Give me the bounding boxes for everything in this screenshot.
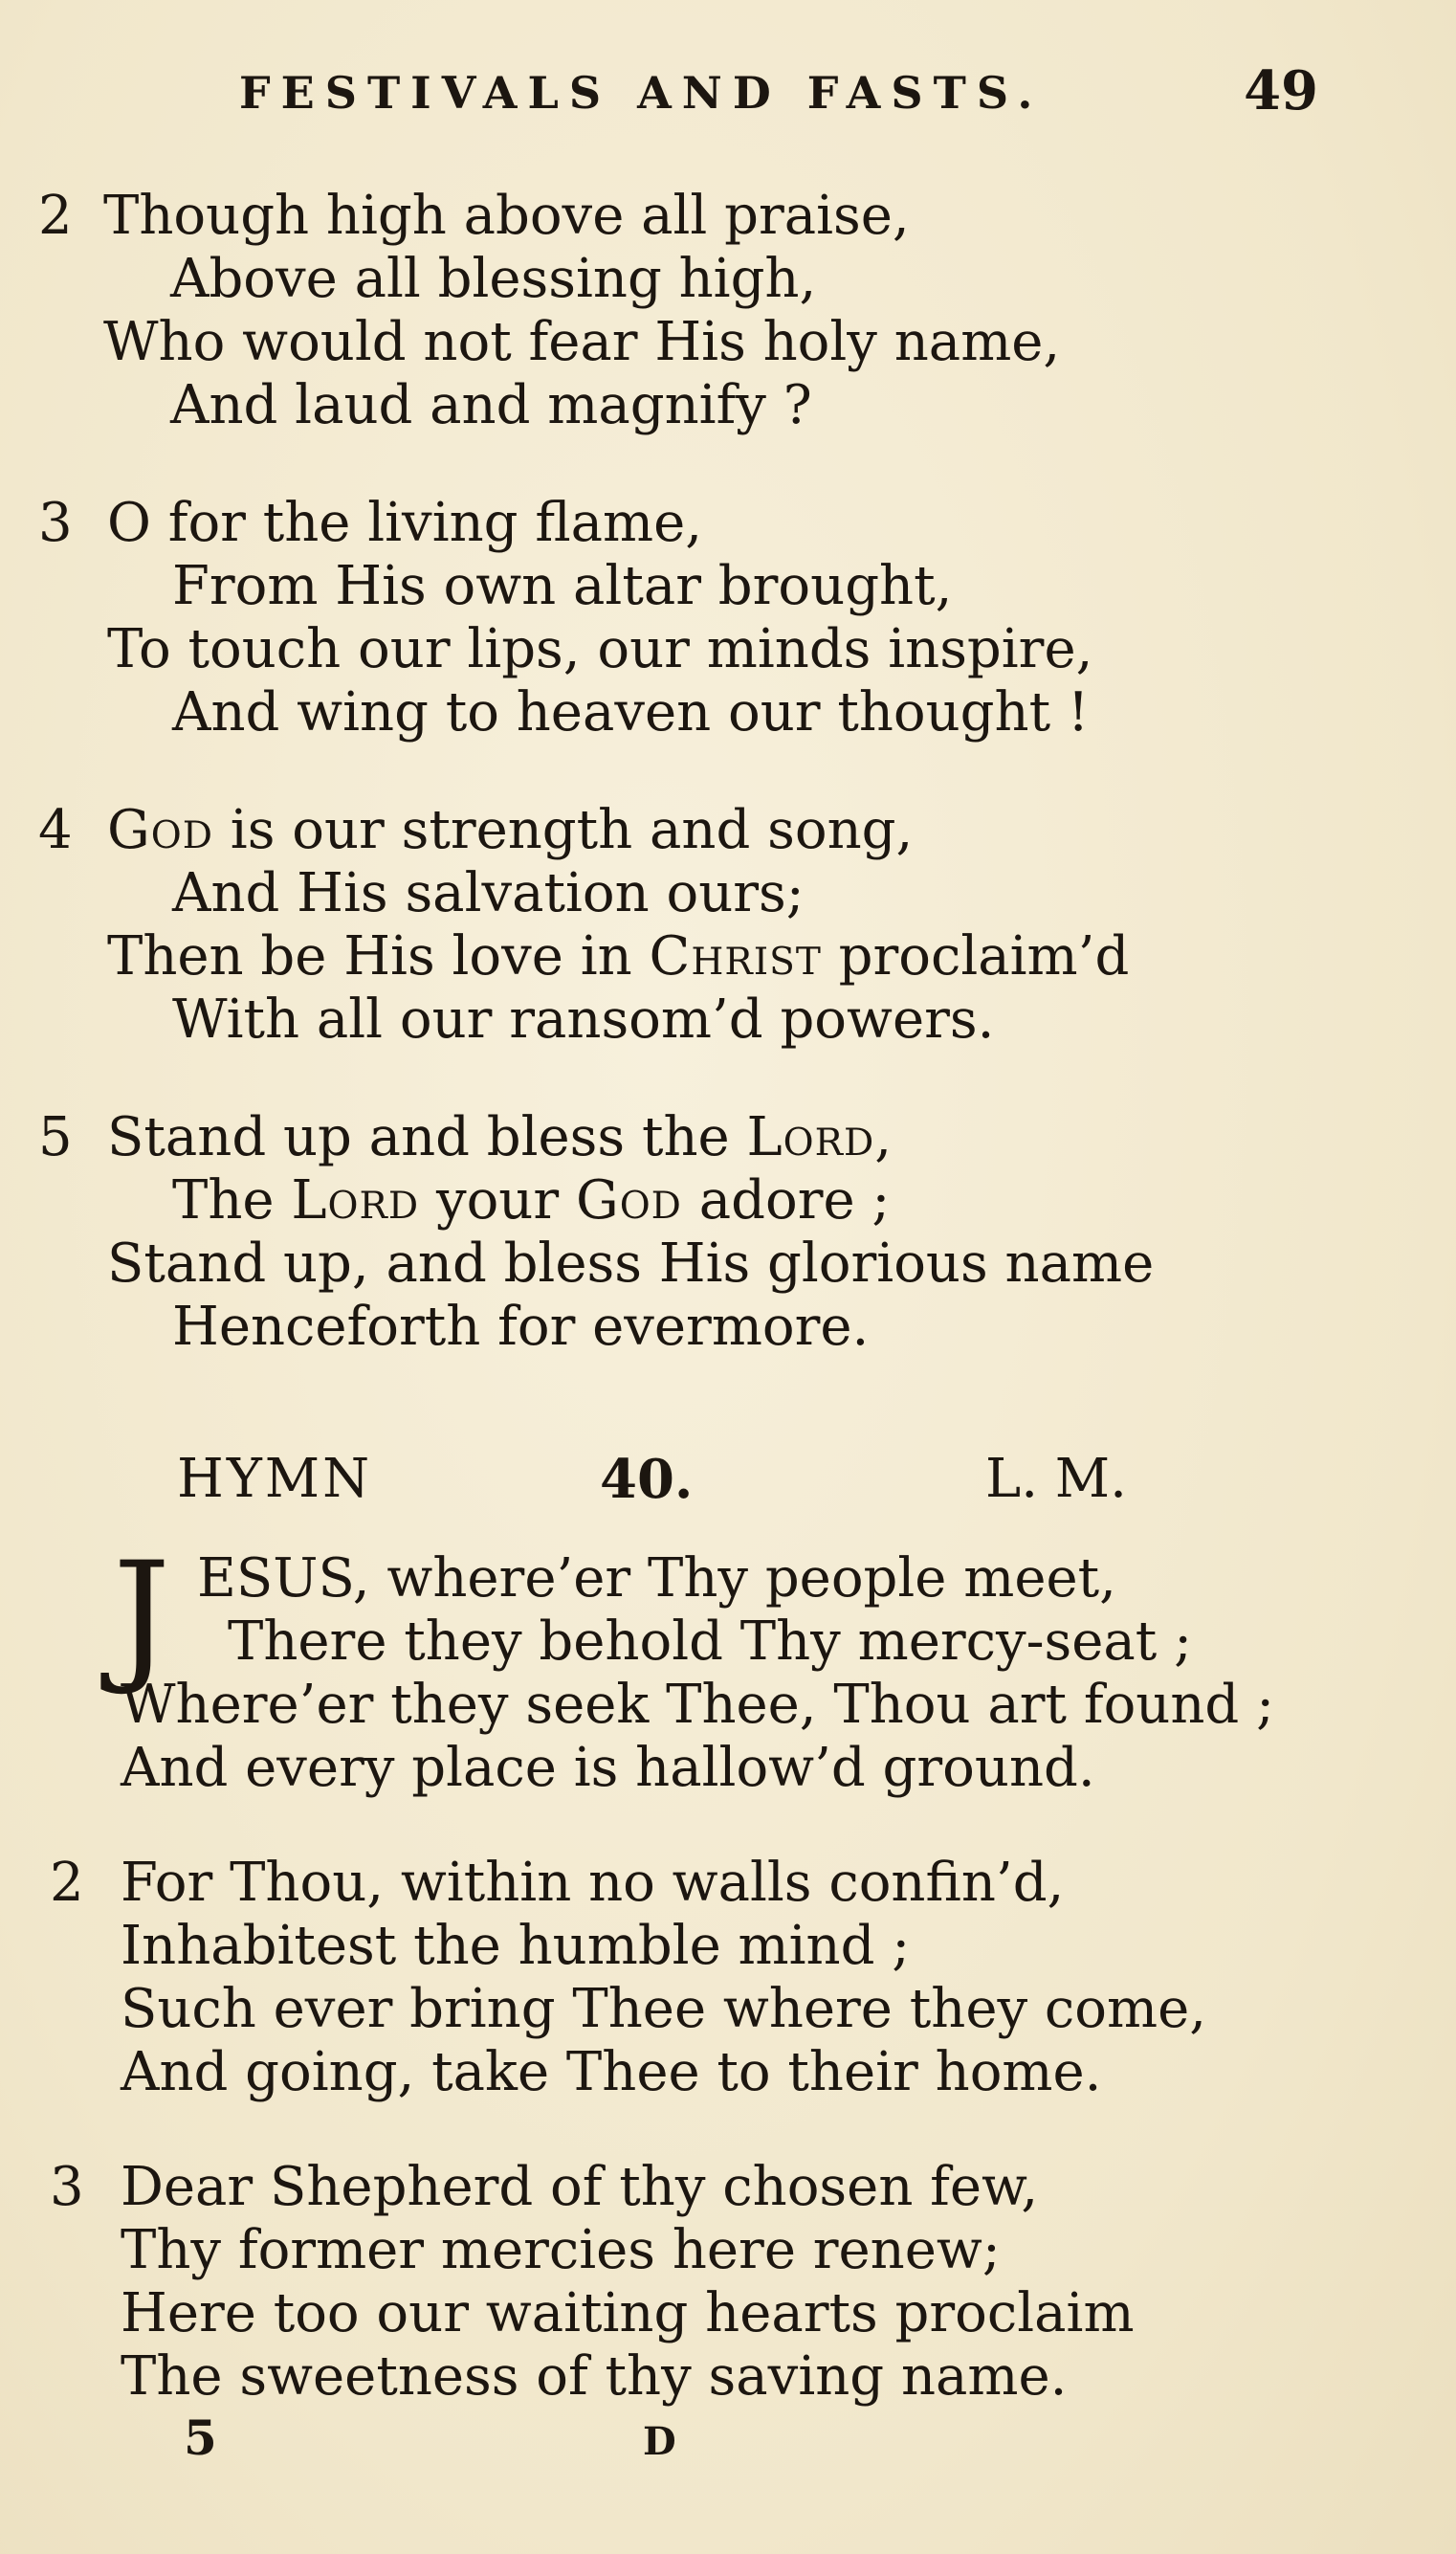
verse-line: Inhabitest the humble mind ; [121,1915,911,1977]
hymn-label: HYMN [177,1448,373,1510]
stanza-number: 4 [38,799,73,861]
hymn-meter: L. M. [985,1448,1127,1510]
stanza-number: 2 [50,1852,84,1914]
sheet-number: 5 [184,2410,217,2466]
verse-line: ESUS, where’er Thy people meet, [197,1547,1116,1610]
verse-line: Stand up, and bless His glorious name [107,1233,1155,1295]
verse-line: And wing to heaven our thought ! [172,681,1090,744]
verse-line: And going, take Thee to their home. [121,2041,1102,2103]
verse-line: Then be His love in Christ proclaim’d [107,925,1130,988]
verse-line: And His salvation ours; [172,862,805,924]
verse-line: And every place is hallow’d ground. [121,1737,1095,1799]
stanza-number: 3 [38,492,73,554]
deity-name: God [575,1169,682,1232]
stanza-number: 5 [38,1106,73,1168]
deity-name: Lord [291,1169,420,1232]
verse-line: Such ever bring Thee where they come, [121,1978,1207,2040]
hymn-number: 40. [600,1448,694,1511]
running-head: FESTIVALS AND FASTS. [239,67,1044,119]
verse-line: Who would not fear His holy name, [103,311,1061,373]
verse-line: From His own altar brought, [172,555,953,617]
deity-name: Lord [746,1106,875,1168]
verse-line: Dear Shepherd of thy chosen few, [121,2156,1039,2218]
verse-line: The Lord your God adore ; [172,1169,891,1232]
verse-line: For Thou, within no walls confin’d, [121,1852,1065,1914]
verse-line: Thy former mercies here renew; [121,2219,1001,2281]
verse-line: Though high above all praise, [103,185,910,247]
deity-name: God [107,799,213,861]
deity-name: Christ [649,925,822,988]
page-number: 49 [1244,59,1318,122]
verse-line: Where’er they seek Thee, Thou art found ; [121,1674,1274,1736]
verse-line: Stand up and bless the Lord, [107,1106,893,1168]
stanza-number: 2 [38,185,73,247]
verse-line: The sweetness of thy saving name. [121,2345,1068,2408]
verse-line: With all our ransom’d powers. [172,988,995,1051]
verse-line: Above all blessing high, [170,248,817,310]
verse-line: O for the living flame, [107,492,703,554]
stanza-number: 3 [50,2156,84,2218]
hymn-heading [177,1448,1162,1511]
verse-line: Henceforth for evermore. [172,1296,870,1358]
verse-line: To touch our lips, our minds inspire, [107,618,1093,680]
drop-cap: J [113,1532,171,1699]
page-header [239,59,1339,134]
verse-line: There they behold Thy mercy-seat ; [228,1610,1192,1673]
verse-line: Here too our waiting hearts proclaim [121,2282,1135,2344]
signature-mark: D [643,2419,676,2464]
verse-line: And laud and magnify ? [170,374,812,436]
verse-line: God is our strength and song, [107,799,914,861]
